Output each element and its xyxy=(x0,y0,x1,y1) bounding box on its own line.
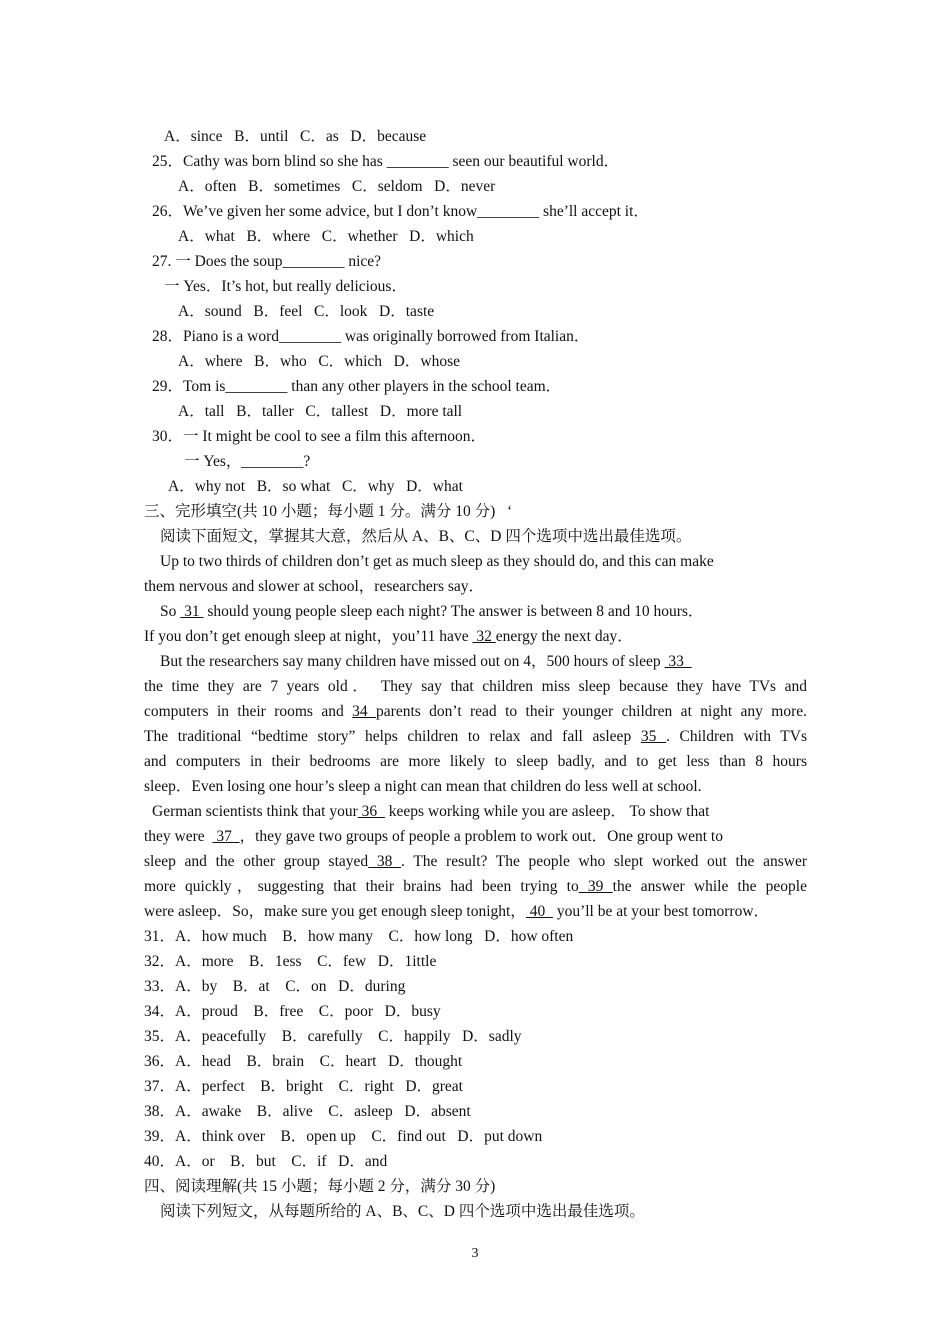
blank-39: 39 xyxy=(578,878,613,895)
option-line-40: 40．A．or B．but C．if D．and xyxy=(144,1153,388,1170)
passage-line: computers in their rooms and 34 parents don’t read to their younger children at night any more. xyxy=(144,703,807,720)
passage-line: If you don’t get enough sleep at night，you’11 have 32 energy the next day． xyxy=(144,628,633,645)
q30-options: A．why not B．so what C．why D．what xyxy=(168,478,463,495)
passage-line: But the researchers say many children have missed out on 4，500 hours of sleep 33 xyxy=(160,653,692,670)
passage-line: sleep．Even losing one hour’s sleep a night can mean that children do less well at school. xyxy=(144,778,702,795)
passage-line: So 31 should young people sleep each night? The answer is between 8 and 10 hours． xyxy=(160,603,704,620)
section4-instruction: 阅读下列短文，从每题所给的 A、B、C、D 四个选项中选出最佳选项。 xyxy=(160,1203,645,1220)
q29-stem: 29．Tom is________ than any other players in the school team． xyxy=(152,378,562,395)
q24-options: A．since B．until C．as D．because xyxy=(164,128,427,145)
section3-instruction: 阅读下面短文，掌握其大意，然后从 A、B、C、D 四个选项中选出最佳选项。 xyxy=(160,528,692,545)
option-line-35: 35．A．peacefully B．carefully C．happily D．sadly xyxy=(144,1028,522,1045)
q27-reply: 一 Yes．It’s hot, but really delicious． xyxy=(164,278,407,295)
q25-options: A．often B．sometimes C．seldom D．never xyxy=(178,178,496,195)
passage-line: The traditional “bedtime story” helps children to relax and fall asleep 35 . Children with TVs xyxy=(144,728,807,745)
passage-line: were asleep．So，make sure you get enough sleep tonight， 40 you’ll be at your best tomorrow． xyxy=(144,903,770,920)
q27-stem: 27. 一 Does the soup________ nice? xyxy=(152,253,382,270)
option-line-32: 32．A．more B．1ess C．few D．1ittle xyxy=(144,953,437,970)
passage-line: more quickly，suggesting that their brains had been trying to 39 the answer while the people xyxy=(144,878,807,895)
q25-stem: 25．Cathy was born blind so she has ________ seen our beautiful world． xyxy=(152,153,620,170)
q30-stem: 30．一 It might be cool to see a film this afternoon． xyxy=(152,428,487,445)
option-line-34: 34．A．proud B．free C．poor D．busy xyxy=(144,1003,441,1020)
option-line-36: 36．A．head B．brain C．heart D．thought xyxy=(144,1053,463,1070)
blank-33: 33 xyxy=(664,653,692,670)
passage-line: and computers in their bedrooms are more likely to sleep badly, and to get less than 8 hours xyxy=(144,753,807,770)
passage-line: them nervous and slower at school，researchers say． xyxy=(144,578,485,595)
blank-40: 40 xyxy=(525,903,553,920)
page-number: 3 xyxy=(471,1246,479,1261)
section4-title: 四、阅读理解(共 15 小题；每小题 2 分，满分 30 分) xyxy=(144,1178,496,1195)
passage-line: German scientists think that your 36 keeps working while you are asleep． To show that xyxy=(152,803,710,820)
blank-31: 31 xyxy=(180,603,204,620)
q28-stem: 28．Piano is a word________ was originally borrowed from Italian． xyxy=(152,328,590,345)
blank-35: 35 xyxy=(640,728,666,745)
option-line-39: 39．A．think over B．open up C．find out D．put down xyxy=(144,1128,543,1145)
blank-32: 32 xyxy=(472,628,496,645)
passage-line: the time they are 7 years old． They say that children miss sleep because they have TVs and xyxy=(144,678,807,695)
passage-line: sleep and the other group stayed 38 . The result? The people who slept worked out the answer xyxy=(144,853,807,870)
option-line-37: 37．A．perfect B．bright C．right D．great xyxy=(144,1078,463,1095)
section3-title: 三、完形填空(共 10 小题；每小题 1 分。满分 10 分) ‘ xyxy=(144,503,513,520)
passage-line: Up to two thirds of children don’t get as much sleep as they should do, and this can make xyxy=(160,553,714,570)
blank-37: 37 xyxy=(212,828,240,845)
passage-line: they were 37 ，they gave two groups of people a problem to work out．One group went to xyxy=(144,828,723,845)
blank-38: 38 xyxy=(368,853,402,870)
blank-34: 34 xyxy=(352,703,377,720)
option-line-33: 33．A．by B．at C．on D．during xyxy=(144,978,406,995)
q26-options: A．what B．where C．whether D．which xyxy=(178,228,474,245)
q26-stem: 26．We’ve given her some advice, but I don’t know________ she’ll accept it． xyxy=(152,203,649,220)
q28-options: A．where B．who C．which D．whose xyxy=(178,353,460,370)
q27-options: A．sound B．feel C．look D．taste xyxy=(178,303,435,320)
q30-reply: 一 Yes，________? xyxy=(184,453,311,470)
q29-options: A．tall B．taller C．tallest D．more tall xyxy=(178,403,463,420)
blank-36: 36 xyxy=(357,803,385,820)
option-line-38: 38．A．awake B．alive C．asleep D．absent xyxy=(144,1103,471,1120)
option-line-31: 31．A．how much B．how many C．how long D．how often xyxy=(144,928,574,945)
